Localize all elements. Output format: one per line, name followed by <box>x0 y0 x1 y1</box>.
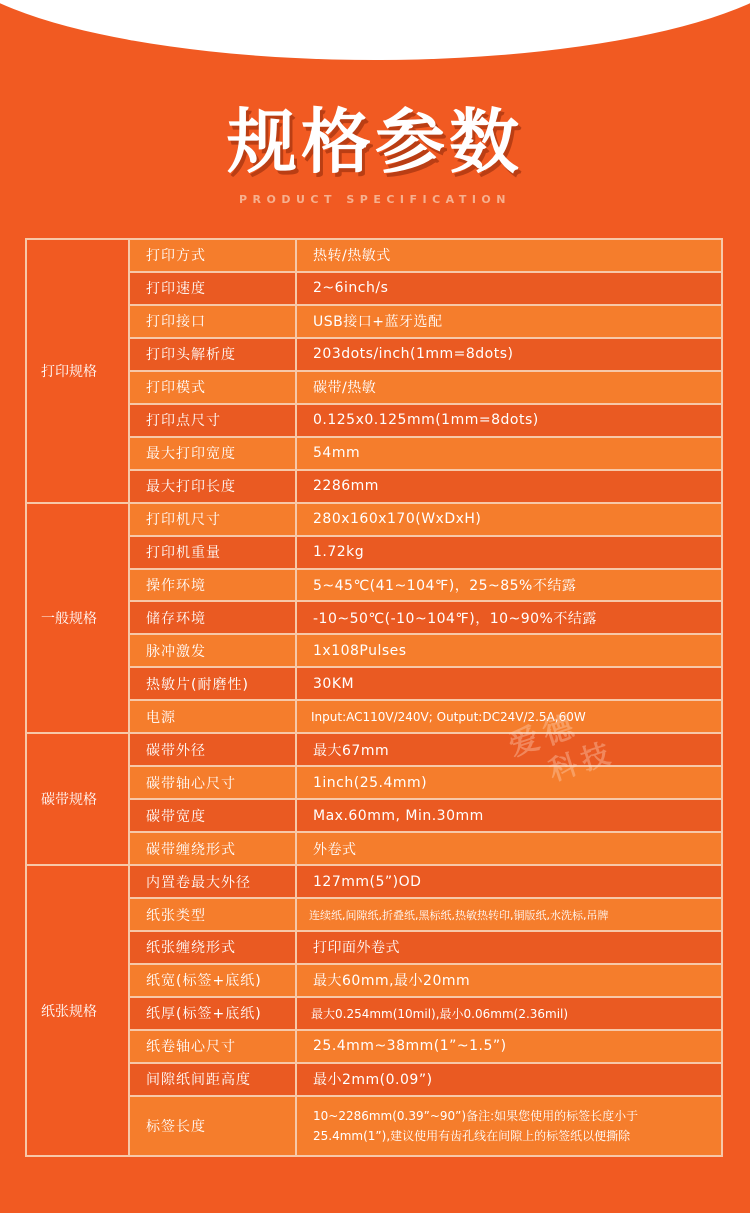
spec-value: USB接口+蓝牙选配 <box>296 305 722 338</box>
spec-row <box>26 371 722 404</box>
spec-row <box>26 964 722 997</box>
spec-row <box>26 931 722 964</box>
spec-row <box>26 1063 722 1096</box>
spec-value: 1inch(25.4mm) <box>296 766 722 799</box>
spec-name: 纸张类型 <box>129 898 296 931</box>
spec-name: 热敏片(耐磨性) <box>129 667 296 700</box>
spec-value: 54mm <box>296 437 722 470</box>
spec-value: 最大67mm <box>296 733 722 766</box>
spec-name: 打印速度 <box>129 272 296 305</box>
spec-name: 碳带外径 <box>129 733 296 766</box>
spec-value: 最大60mm,最小20mm <box>296 964 722 997</box>
spec-row <box>26 898 722 931</box>
spec-row <box>26 536 722 569</box>
category-paper: 纸张规格 <box>26 865 129 1156</box>
category-general: 一般规格 <box>26 503 129 734</box>
spec-row <box>26 272 722 305</box>
spec-row <box>26 1096 722 1156</box>
spec-value: 0.125x0.125mm(1mm=8dots) <box>296 404 722 437</box>
spec-row <box>26 766 722 799</box>
page-subtitle: PRODUCT SPECIFICATION <box>238 193 511 206</box>
spec-value: 连续纸,间隙纸,折叠纸,黑标纸,热敏热转印,铜版纸,水洗标,吊牌 <box>296 898 722 931</box>
spec-value: 碳带/热敏 <box>296 371 722 404</box>
page-title: 规格参数 <box>227 101 523 183</box>
spec-name: 脉冲激发 <box>129 634 296 667</box>
spec-row <box>26 1030 722 1063</box>
spec-name: 打印接口 <box>129 305 296 338</box>
spec-name: 间隙纸间距高度 <box>129 1063 296 1096</box>
spec-name: 碳带轴心尺寸 <box>129 766 296 799</box>
spec-name: 纸厚(标签+底纸) <box>129 997 296 1030</box>
spec-name: 纸卷轴心尺寸 <box>129 1030 296 1063</box>
spec-value: 30KM <box>296 667 722 700</box>
watermark-line1: 爱德 <box>504 707 585 764</box>
spec-value: 10~2286mm(0.39”~90”)备注:如果您使用的标签长度小于25.4mm(1”),建议使用有齿孔线在间隙上的标签纸以便撕除 <box>296 1096 722 1156</box>
spec-value: 2286mm <box>296 470 722 503</box>
spec-row <box>26 470 722 503</box>
spec-row <box>26 239 722 272</box>
spec-name: 打印模式 <box>129 371 296 404</box>
spec-value: 打印面外卷式 <box>296 931 722 964</box>
spec-name: 内置卷最大外径 <box>129 865 296 898</box>
category-ribbon: 碳带规格 <box>26 733 129 865</box>
spec-name: 操作环境 <box>129 569 296 602</box>
spec-name: 电源 <box>129 700 296 733</box>
spec-row <box>26 733 722 766</box>
spec-row <box>26 997 722 1030</box>
spec-name: 打印头解析度 <box>129 338 296 371</box>
spec-row <box>26 832 722 865</box>
spec-row <box>26 338 722 371</box>
watermark-line2: 科技 <box>544 735 620 788</box>
top-white-arc <box>0 0 750 60</box>
spec-value: 热转/热敏式 <box>296 239 722 272</box>
spec-value: 最大0.254mm(10mil),最小0.06mm(2.36mil) <box>296 997 722 1030</box>
spec-row <box>26 865 722 898</box>
spec-value: 5~45℃(41~104℉)，25~85%不结露 <box>296 569 722 602</box>
spec-row <box>26 437 722 470</box>
spec-name: 纸张缠绕形式 <box>129 931 296 964</box>
spec-name: 最大打印宽度 <box>129 437 296 470</box>
spec-value: 1x108Pulses <box>296 634 722 667</box>
spec-row <box>26 700 722 733</box>
spec-name: 打印点尺寸 <box>129 404 296 437</box>
spec-value: 最小2mm(0.09”) <box>296 1063 722 1096</box>
spec-name: 打印方式 <box>129 239 296 272</box>
spec-name: 标签长度 <box>129 1096 296 1156</box>
spec-name: 储存环境 <box>129 601 296 634</box>
spec-value: Max.60mm, Min.30mm <box>296 799 722 832</box>
spec-value: 1.72kg <box>296 536 722 569</box>
spec-name: 纸宽(标签+底纸) <box>129 964 296 997</box>
spec-name: 打印机尺寸 <box>129 503 296 536</box>
spec-value: 外卷式 <box>296 832 722 865</box>
spec-value: 2~6inch/s <box>296 272 722 305</box>
spec-row <box>26 634 722 667</box>
spec-name: 碳带缠绕形式 <box>129 832 296 865</box>
spec-value: 25.4mm~38mm(1”~1.5”) <box>296 1030 722 1063</box>
spec-name: 最大打印长度 <box>129 470 296 503</box>
spec-value: 203dots/inch(1mm=8dots) <box>296 338 722 371</box>
spec-row <box>26 601 722 634</box>
spec-value: -10~50℃(-10~104℉)，10~90%不结露 <box>296 601 722 634</box>
spec-name: 打印机重量 <box>129 536 296 569</box>
spec-name: 碳带宽度 <box>129 799 296 832</box>
spec-row <box>26 503 722 536</box>
spec-row <box>26 799 722 832</box>
spec-row <box>26 569 722 602</box>
spec-value: 280x160x170(WxDxH) <box>296 503 722 536</box>
spec-row <box>26 404 722 437</box>
spec-row <box>26 667 722 700</box>
spec-table <box>25 238 723 1157</box>
spec-value: Input:AC110V/240V; Output:DC24V/2.5A,60W <box>296 700 722 733</box>
category-print: 打印规格 <box>26 239 129 503</box>
spec-value: 127mm(5”)OD <box>296 865 722 898</box>
spec-row <box>26 305 722 338</box>
